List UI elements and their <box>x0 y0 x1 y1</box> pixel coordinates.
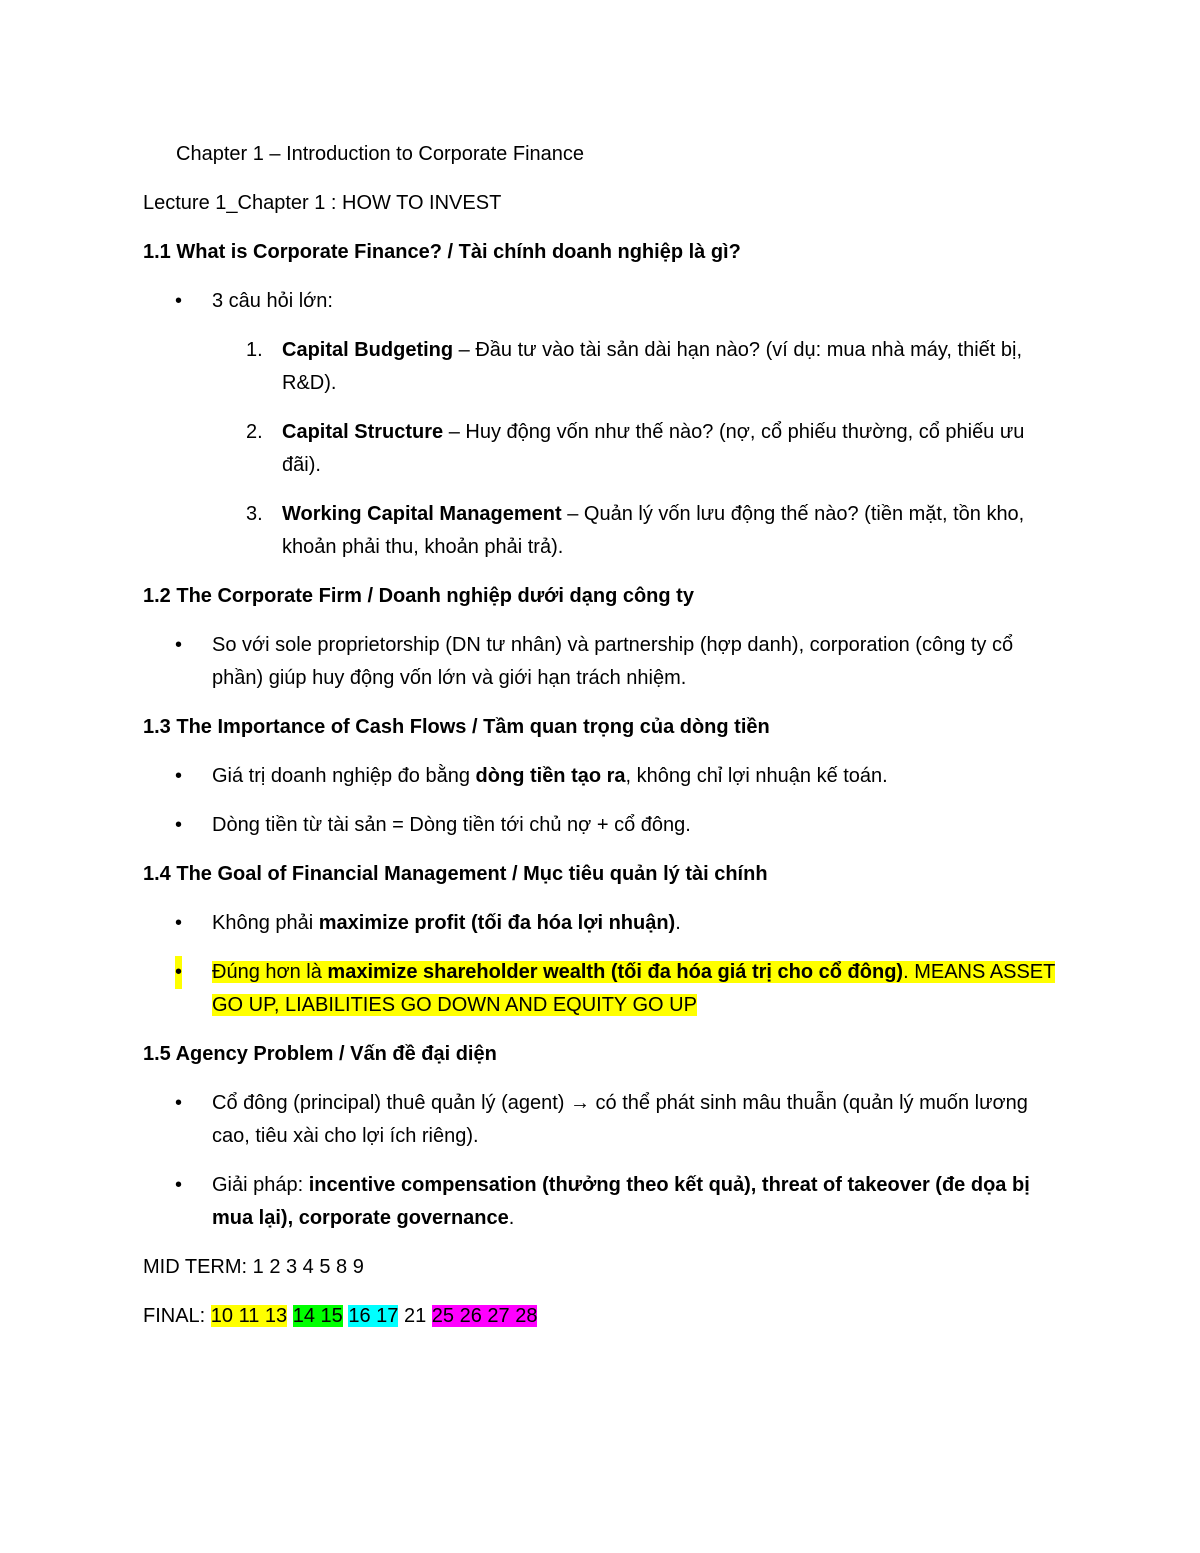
bullet-text: So với sole proprietorship (DN tư nhân) và partnership (hợp danh), corporation (công ty cổ phần) giúp huy động vốn lớn và giới hạn trách nhiệm. <box>212 634 1014 689</box>
item-description: – Quản lý vốn lưu động thế nào? (tiền mặt, tồn kho, khoản phải thu, khoản phải trả). <box>282 503 1025 558</box>
item-term: Capital Structure <box>282 421 444 443</box>
bullet-text: , không chỉ lợi nhuận kế toán. <box>625 765 888 787</box>
numbered-item-1 <box>143 334 1058 400</box>
bullet-text: Không phải <box>212 912 319 934</box>
final-values-magenta: 25 26 27 28 <box>431 1305 538 1327</box>
bullet-icon: • <box>175 290 183 312</box>
bullet-text: . <box>508 1207 515 1229</box>
midterm-values: 1 2 3 4 5 8 9 <box>252 1256 364 1278</box>
bullet-item <box>143 1087 1058 1153</box>
final-values-green: 14 15 <box>292 1305 343 1327</box>
section-1-4-heading: 1.4 The Goal of Financial Management / Mục tiêu quản lý tài chính <box>143 863 768 885</box>
bullet-item <box>143 760 1058 793</box>
midterm-line <box>143 1251 1058 1284</box>
final-values-plain: 21 <box>403 1305 427 1327</box>
lecture-title: Lecture 1_Chapter 1 : HOW TO INVEST <box>143 192 502 214</box>
bullet-text: Giá trị doanh nghiệp đo bằng <box>212 765 476 787</box>
bullet-icon: • <box>175 765 183 787</box>
bullet-item <box>143 1169 1058 1235</box>
section-1-5-heading: 1.5 Agency Problem / Vấn đề đại diện <box>143 1043 497 1065</box>
bullet-item <box>143 629 1058 695</box>
numbered-item-3 <box>143 498 1058 564</box>
item-description: – Huy động vốn như thế nào? (nợ, cổ phiếu thường, cổ phiếu ưu đãi). <box>282 421 1025 476</box>
section-1-2-heading: 1.2 The Corporate Firm / Doanh nghiệp dưới dạng công ty <box>143 585 694 607</box>
bullet-item <box>143 285 1058 318</box>
bullet-text: . <box>675 912 681 934</box>
bullet-item <box>143 907 1058 940</box>
midterm-label: MID TERM: <box>143 1256 253 1278</box>
bullet-item <box>143 809 1058 842</box>
item-number: 1. <box>246 339 263 361</box>
final-label: FINAL: <box>143 1305 211 1327</box>
bullet-text: Đúng hơn là <box>212 961 328 983</box>
numbered-item-2 <box>143 416 1058 482</box>
item-description: – Đầu tư vào tài sản dài hạn nào? (ví dụ: mua nhà máy, thiết bị, R&D). <box>282 339 1023 394</box>
bullet-bold-text: dòng tiền tạo ra <box>475 765 626 787</box>
bullet-text: Dòng tiền từ tài sản = Dòng tiền tới chủ nợ + cổ đông. <box>212 814 691 836</box>
item-term: Capital Budgeting <box>282 339 454 361</box>
bullet-icon: • <box>175 1174 183 1196</box>
bullet-icon: • <box>175 912 183 934</box>
bullet-text: . MEANS ASSET GO UP, LIABILITIES GO DOWN AND EQUITY GO UP <box>212 961 1056 1016</box>
document-title: Chapter 1 – Introduction to Corporate Finance <box>176 143 585 165</box>
bullet-icon: • <box>175 1092 183 1114</box>
section-1-1-heading: 1.1 What is Corporate Finance? / Tài chính doanh nghiệp là gì? <box>143 241 741 263</box>
bullet-icon: • <box>175 814 183 836</box>
bullet-text: 3 câu hỏi lớn: <box>212 290 333 312</box>
bullet-text: Giải pháp: <box>212 1174 309 1196</box>
highlighted-bullet-item <box>143 956 1058 1022</box>
bullet-icon: • <box>175 634 183 656</box>
item-number: 2. <box>246 421 263 443</box>
bullet-text: Cổ đông (principal) thuê quản lý (agent) → có thể phát sinh mâu thuẫn (quản lý muốn lương cao, tiêu xài cho lợi ích riêng). <box>212 1092 1028 1147</box>
final-values-yellow: 10 11 13 <box>210 1305 288 1327</box>
item-term: Working Capital Management <box>282 503 562 525</box>
final-values-cyan: 16 17 <box>348 1305 399 1327</box>
section-1-3-heading: 1.3 The Importance of Cash Flows / Tầm quan trọng của dòng tiền <box>143 716 770 738</box>
bullet-bold-text: incentive compensation (thưởng theo kết quả), threat of takeover (đe dọa bị mua lại), corporate governance <box>212 1174 1030 1229</box>
item-number: 3. <box>246 503 263 525</box>
bullet-bold-text: maximize shareholder wealth (tối đa hóa giá trị cho cổ đông) <box>327 961 904 983</box>
bullet-icon: • <box>175 956 182 989</box>
final-line <box>143 1300 1058 1333</box>
bullet-bold-text: maximize profit (tối đa hóa lợi nhuận) <box>318 912 676 934</box>
document-page <box>143 138 1058 1349</box>
